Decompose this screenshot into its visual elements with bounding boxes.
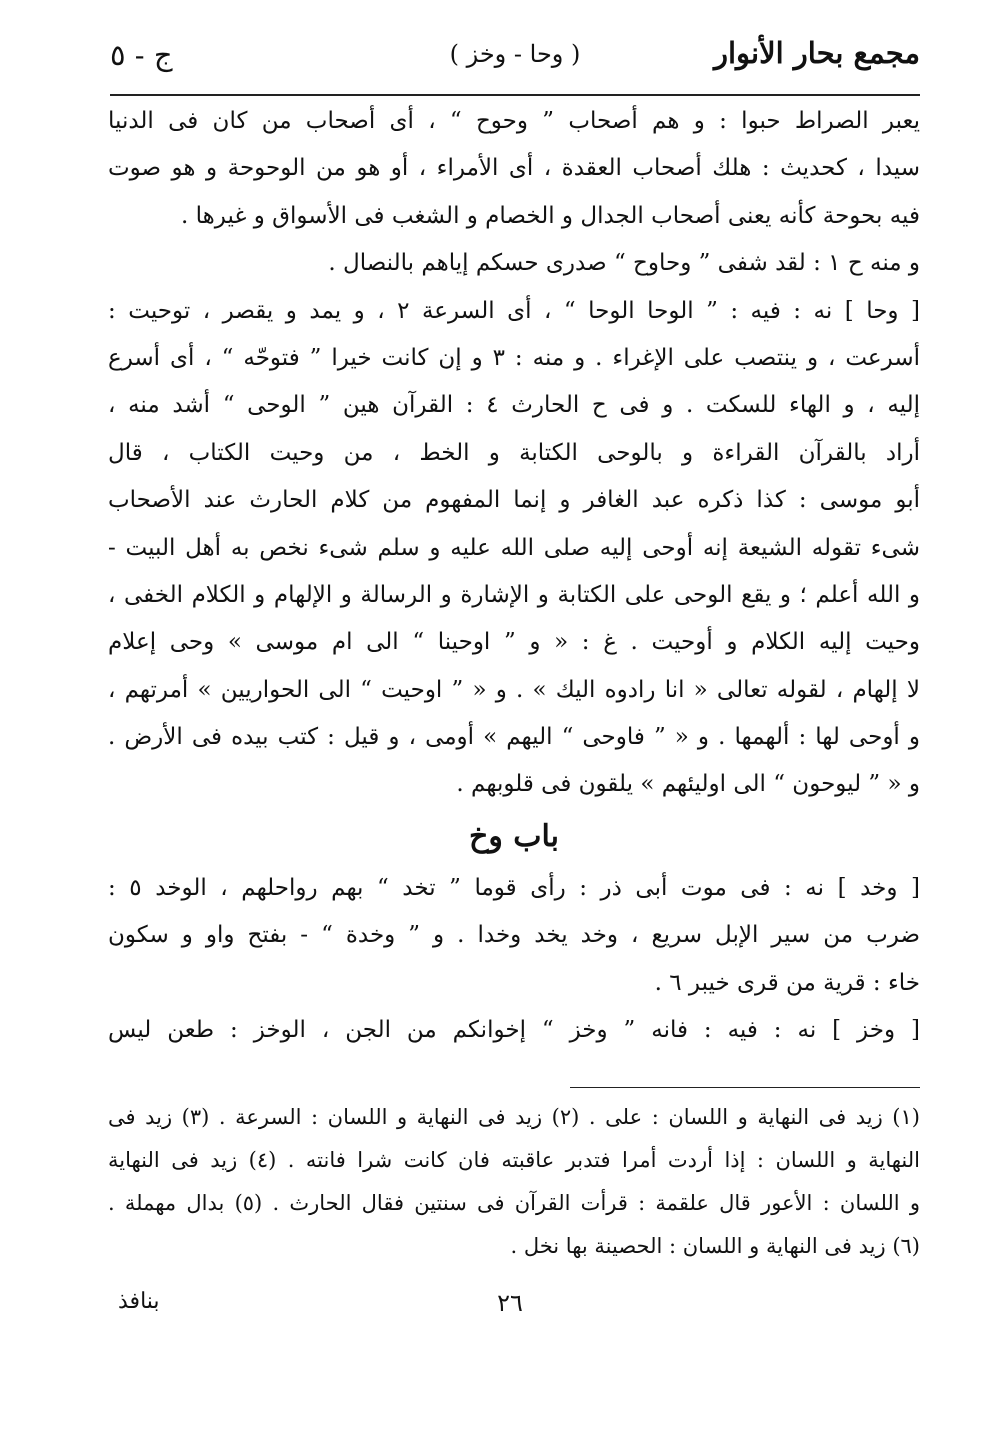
entry-wha-line: [ وحا ] نه : فيه : ” الوحا الوحا “ ، أى السرعة ٢ ، و يمد و يقصر ، توحيت : <box>108 297 920 324</box>
section-range: ( وحا - وخز ) <box>449 40 581 68</box>
main-text <box>108 98 920 1054</box>
footnote-line: النهاية و اللسان : إذا أردت أمرا فتدبر عاقبته فان كانت شرا فانته . (٤) زيد فى النهاية <box>108 1148 920 1172</box>
footnote-line: و اللسان : الأعور قال علقمة : قرأت القرآن فى سنتين فقال الحارث . (٥) بدال مهملة . <box>108 1191 920 1215</box>
text-line: أراد بالقرآن القراءة و بالوحى الكتابة و الخط ، من وحيت الكتاب ، قال <box>108 439 920 466</box>
page-number: ٢٦ <box>497 1289 523 1317</box>
printer-signature: بنافذ <box>118 1289 160 1314</box>
text-line: يعبر الصراط حبوا : و هم أصحاب ” وحوح “ ، أى أصحاب من كان فى الدنيا <box>108 108 920 134</box>
text-line: و الله أعلم ؛ و يقع الوحى على الكتابة و الإشارة و الرسالة و الإلهام و الكلام الخفى ، <box>108 581 920 608</box>
text-line: و منه ح ١ : لقد شفى ” وحاوح “ صدرى حسكم إياهم بالنصال . <box>328 250 920 277</box>
text-line: أبو موسى : كذا ذكره عبد الغافر و إنما المفهوم من كلام الحارث عند الأصحاب <box>108 487 920 514</box>
text-line: ضرب من سير الإبل سريع ، وخد يخد وخدا . و ” وخدة “ - بفتح واو و سكون <box>108 922 920 949</box>
footnote-line: (٦) زيد فى النهاية و اللسان : الحصينة بها نخل . <box>510 1234 920 1258</box>
text-line: لا إلهام ، لقوله تعالى « انا رادوه اليك » . و « ” اوحيت “ الى الحواريين » أمرتهم ، <box>108 676 920 703</box>
text-line: إليه ، و الهاء للسكت . و فى ح الحارث ٤ : القرآن هين ” الوحى “ أشد منه ، <box>108 392 921 419</box>
text-line: سيدا ، كحديث : هلك أصحاب العقدة ، أى الأمراء ، أو هو من الوحوحة و هو صوت <box>108 155 920 182</box>
text-line: خاء : قرية من قرى خيبر ٦ . <box>654 969 920 996</box>
entry-wakhd-line: [ وخد ] نه : فى موت أبى ذر : رأى قوما ” تخد “ بهم رواحلهم ، الوخد ٥ : <box>108 874 920 901</box>
entry-wakhz-line: [ وخز ] نه : فيه : فانه ” وخز “ إخوانكم من الجن ، الوخز : طعن ليس <box>108 1017 920 1044</box>
header-rule <box>110 94 920 96</box>
text-line: وحيت إليه الكلام و أوحيت . غ : « و ” اوحينا “ الى ام موسى » وحى إعلام <box>108 629 920 656</box>
footnote-rule <box>570 1087 920 1088</box>
text-line: فيه بحوحة كأنه يعنى أصحاب الجدال و الخصام و الشغب فى الأسواق و غيرها . <box>181 202 920 229</box>
footnote-line: (١) زيد فى النهاية و اللسان : على . (٢) زيد فى النهاية و اللسان : السرعة . (٣) زيد فى <box>108 1105 920 1129</box>
text-line: شىء تقوله الشيعة إنه أوحى إليه صلى الله عليه و سلم شىء نخص به أهل البيت - <box>108 534 920 561</box>
text-line: و « ” ليوحون “ الى اوليئهم » يلقون فى قلوبهم . <box>456 771 920 798</box>
volume-label: ج - ٥ <box>110 38 173 72</box>
text-line: و أوحى لها : ألهمها . و « ” فاوحى “ اليهم » أومى ، و قيل : كتب بيده فى الأرض . <box>108 724 920 751</box>
chapter-heading: باب وخ <box>468 818 560 854</box>
running-header <box>110 30 920 86</box>
footnotes <box>108 1096 920 1268</box>
book-title: مجمع بحار الأنوار <box>714 36 920 70</box>
text-line: أسرعت ، و ينتصب على الإغراء . و منه : ٣ و إن كانت خيرا ” فتوحّه “ ، أى أسرع <box>108 344 920 371</box>
